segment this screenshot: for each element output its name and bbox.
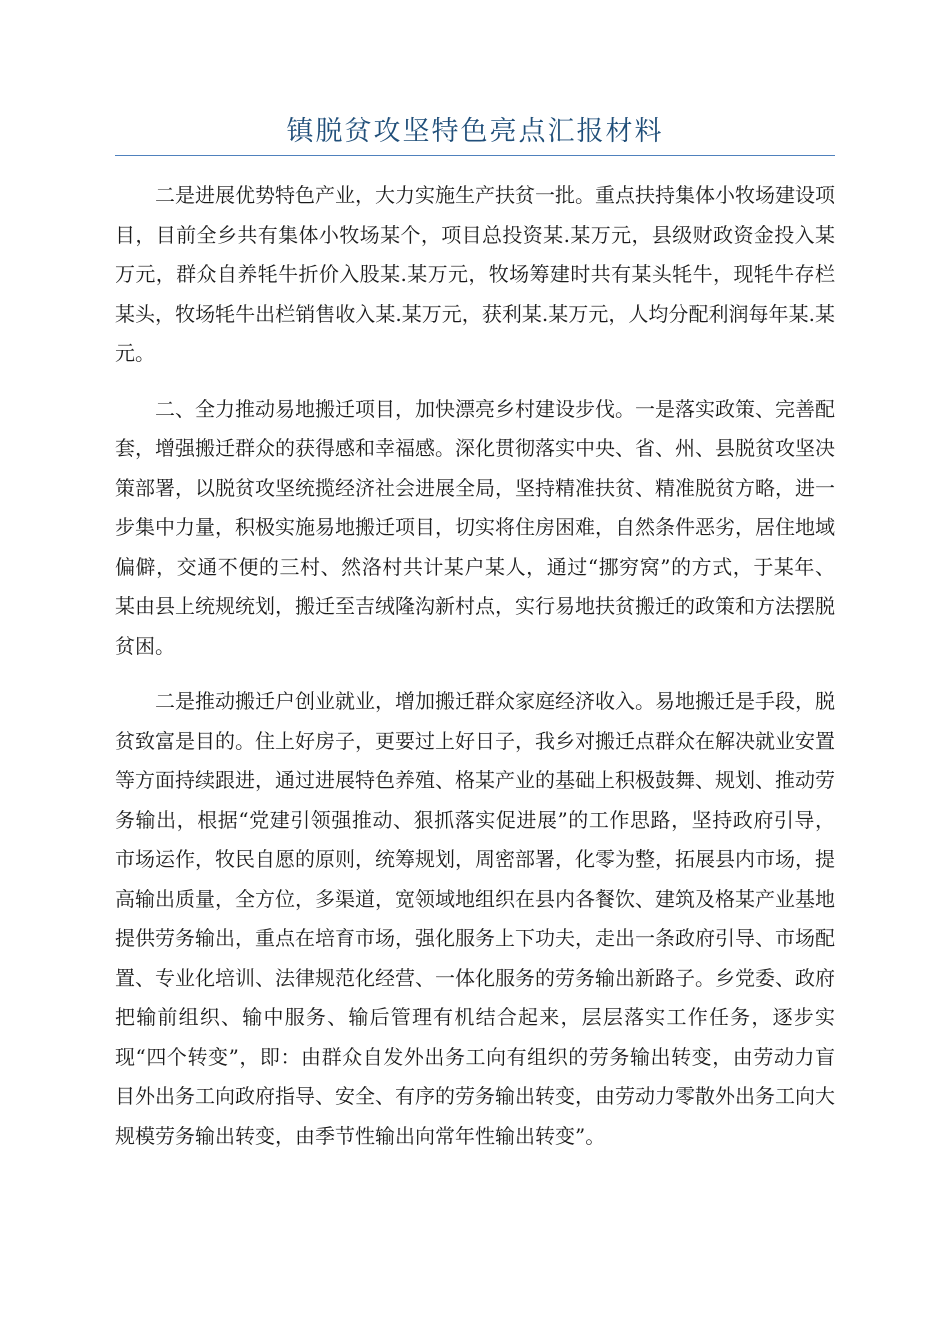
paragraph-1: 二是进展优势特色产业，大力实施生产扶贫一批。重点扶持集体小牧场建设项目，目前全乡共有集体小牧场某个，项目总投资某.某万元，县级财政资金投入某万元，群众自养牦牛折价入股某.某万元，牧场筹建时共有某头牦牛，现牦牛存栏某头，牧场牦牛出栏销售收入某.某万元，获利某.某万元，人均分配利润每年某.某元。	[115, 183, 835, 365]
paragraph-3: 二是推动搬迁户创业就业，增加搬迁群众家庭经济收入。易地搬迁是手段，脱贫致富是目的。住上好房子，更要过上好日子，我乡对搬迁点群众在解决就业安置等方面持续跟进，通过进展特色养殖、格某产业的基础上积极鼓舞、规划、推动劳务输出，根据“党建引领强推动、狠抓落实促进展”的工作思路，坚持政府引导，市场运作，牧民自愿的原则，统筹规划，周密部署，化零为整，拓展县内市场，提高输出质量，全方位，多渠道，宽领域地组织在县内各餐饮、建筑及格某产业基地提供劳务输出，重点在培育市场，强化服务上下功夫，走出一条政府引导、市场配置、专业化培训、法律规范化经营、一体化服务的劳务输出新路子。乡党委、政府把输前组织、输中服务、输后管理有机结合起来，层层落实工作任务，逐步实现“四个转变”，即：由群众自发外出务工向有组织的劳务输出转变，由劳动力盲目外出务工向政府指导、安全、有序的劳务输出转变，由劳动力零散外出务工向大规模劳务输出转变，由季节性输出向常年性输出转变”。	[115, 689, 835, 1148]
document-body	[115, 176, 835, 1172]
paragraph-2: 二、全力推动易地搬迁项目，加快漂亮乡村建设步伐。一是落实政策、完善配套，增强搬迁群众的获得感和幸福感。深化贯彻落实中央、省、州、县脱贫攻坚决策部署，以脱贫攻坚统揽经济社会进展全局，坚持精准扶贫、精准脱贫方略，进一步集中力量，积极实施易地搬迁项目，切实将住房困难，自然条件恶劣，居住地域偏僻，交通不便的三村、然洛村共计某户某人，通过“挪穷窝”的方式，于某年、某由县上统规统划，搬迁至吉绒隆沟新村点，实行易地扶贫搬迁的政策和方法摆脱贫困。	[115, 396, 835, 658]
title-underline	[115, 155, 835, 156]
page-title: 镇脱贫攻坚特色亮点汇报材料	[286, 116, 664, 147]
